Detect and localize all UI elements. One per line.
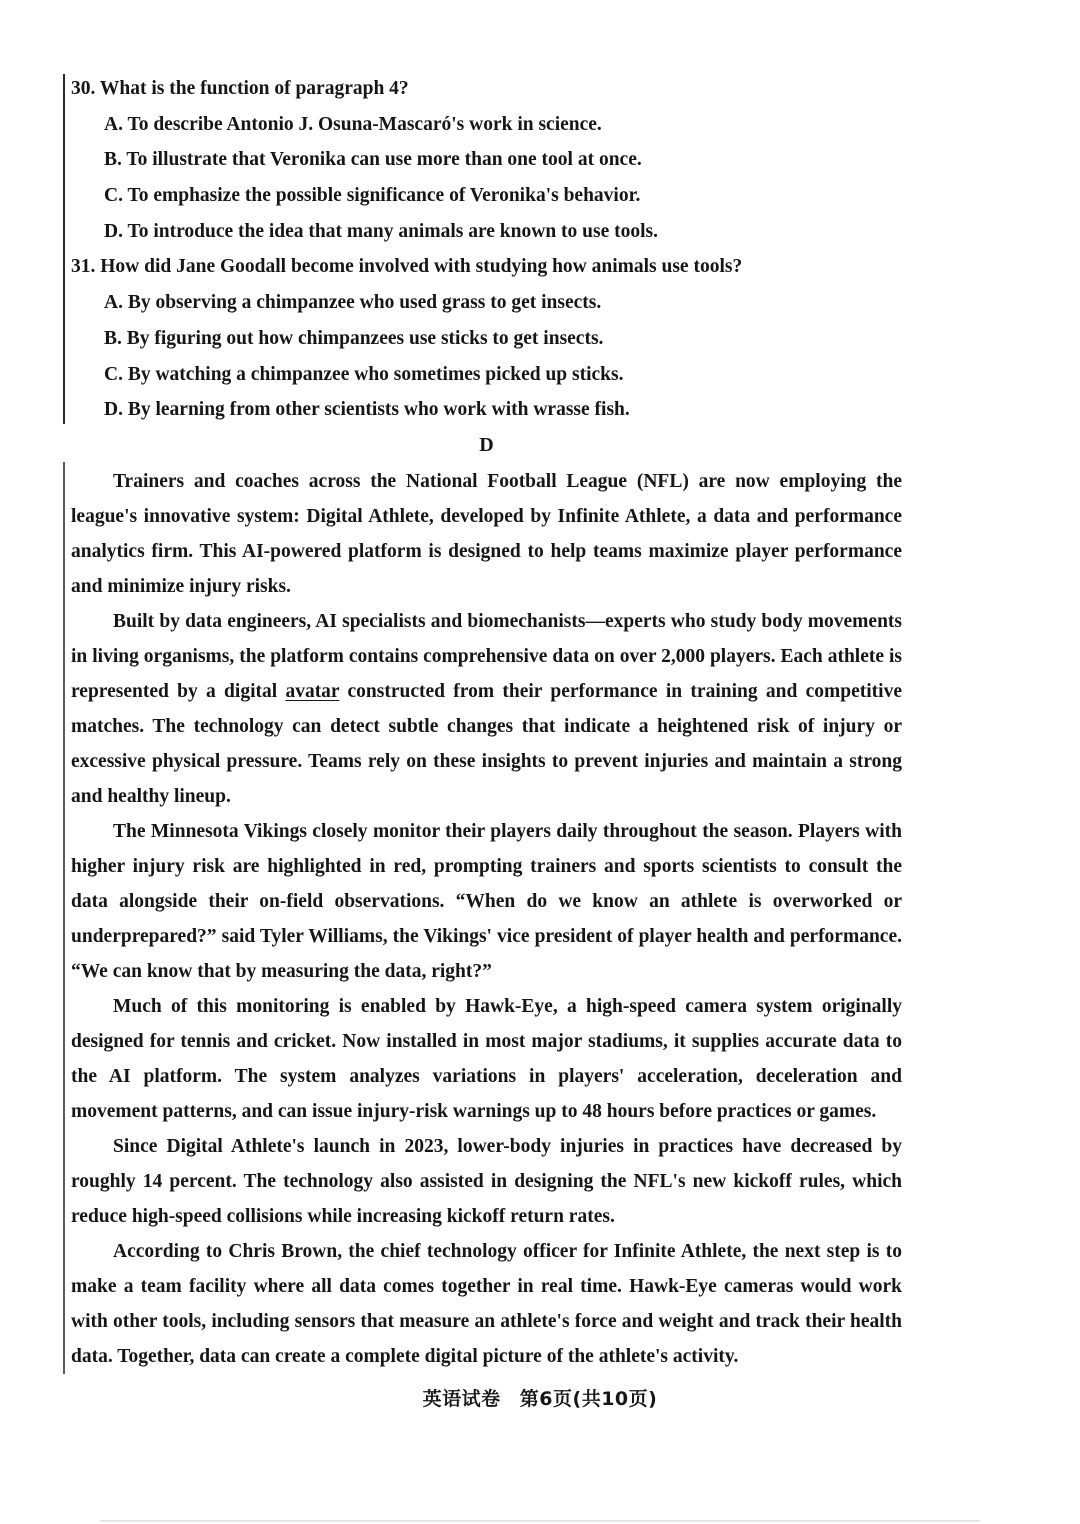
option-b: B. By figuring out how chimpanzees use sticks to get insects. <box>104 327 604 349</box>
passage-paragraph-1: Trainers and coaches across the National Football League (NFL) are now employing the league's innovative system: Digital Athlete, developed by Infinite Athlete, a data and performance analytics firm. This AI-powered platform is designed to help teams maximize player performance and minimize injury risks. <box>71 470 902 597</box>
option-a: A. By observing a chimpanzee who used grass to get insects. <box>104 292 602 314</box>
question-31 <box>71 249 902 427</box>
option-c: C. By watching a chimpanzee who sometimes picked up sticks. <box>104 363 624 385</box>
question-stem: 30. What is the function of paragraph 4? <box>71 78 409 99</box>
option-a: A. To describe Antonio J. Osuna-Mascaró's work in science. <box>104 113 602 135</box>
margin-rule-top <box>63 74 65 424</box>
option-b: B. To illustrate that Veronika can use more than one tool at once. <box>104 149 642 171</box>
passage-paragraph-3: The Minnesota Vikings closely monitor their players daily throughout the season. Players with higher injury risk are highlighted in red, prompting trainers and sports scientists to consult the data alongside their on-field observations. “When do we know an athlete is overworked or underprepared?” said Tyler Williams, the Vikings' vice president of player health and performance. “We can know that by measuring the data, right?” <box>71 820 902 982</box>
option-d: D. By learning from other scientists who work with wrasse fish. <box>104 399 630 421</box>
passage-paragraph-4: Much of this monitoring is enabled by Hawk-Eye, a high-speed camera system originally designed for tennis and cricket. Now installed in most major stadiums, it supplies accurate data to the AI platform. The system analyzes variations in players' acceleration, deceleration and movement patterns, and can issue injury-risk warnings up to 48 hours before practices or games. <box>71 995 902 1122</box>
page-content <box>71 71 902 1374</box>
passage-paragraph-2 <box>71 604 902 814</box>
underlined-word: avatar <box>285 680 340 702</box>
passage-paragraph-6: According to Chris Brown, the chief technology officer for Infinite Athlete, the next step is to make a team facility where all data comes together in real time. Hawk-Eye cameras would work with other tools, including sensors that measure an athlete's force and weight and track their health data. Together, data can create a complete digital picture of the athlete's activity. <box>71 1240 902 1367</box>
margin-rule-bottom <box>63 462 65 1374</box>
page-footer <box>0 1384 1080 1411</box>
option-c: C. To emphasize the possible significance of Veronika's behavior. <box>104 185 641 207</box>
question-30 <box>71 71 902 249</box>
passage-paragraph-5: Since Digital Athlete's launch in 2023, lower-body injuries in practices have decreased by roughly 14 percent. The technology also assisted in designing the NFL's new kickoff rules, which reduce high-speed collisions while increasing kickoff return rates. <box>71 1135 902 1227</box>
footer-subject: 英语试卷 <box>422 1388 501 1410</box>
footer-page-number: 第6页(共10页) <box>519 1388 658 1410</box>
section-label: D <box>479 433 494 456</box>
scan-edge <box>100 1520 980 1522</box>
paragraph-text: constructed from their performance in training and competitive matches. The technology can detect subtle changes that indicate a heightened risk of injury or excessive physical pressure. Teams rely on these insights to prevent injuries and maintain a strong and healthy lineup. <box>71 680 902 807</box>
question-stem: 31. How did Jane Goodall become involved with studying how animals use tools? <box>71 256 743 278</box>
option-d: D. To introduce the idea that many animals are known to use tools. <box>104 220 659 242</box>
paragraph-text: Built by data engineers, AI specialists and biomechanists—experts who study body movements in living organisms, the platform contains comprehensive data on over 2,000 players. Each athlete is represented by a digital <box>71 610 902 702</box>
